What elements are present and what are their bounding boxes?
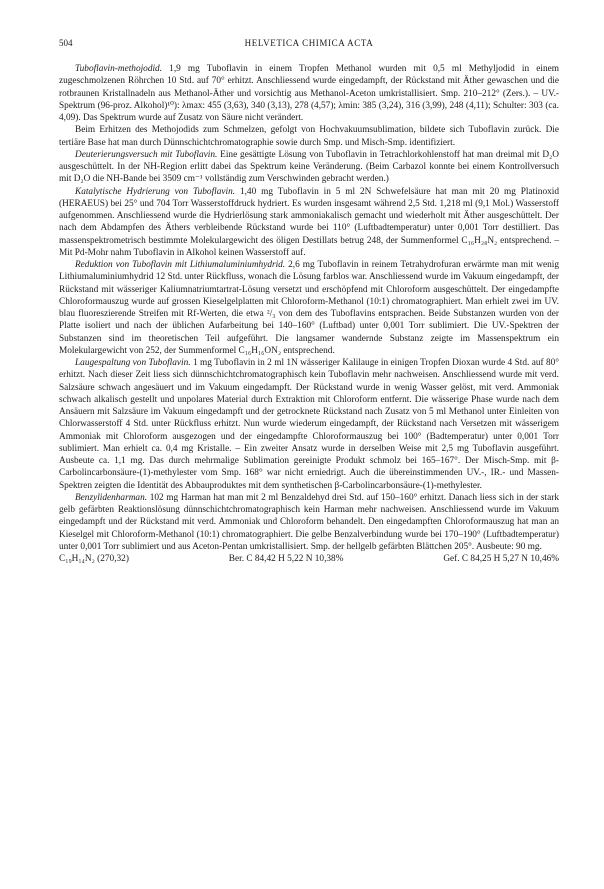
paragraph-text: Eine gesättigte Lösung von Tuboflavin in Tetrachlorkohlenstoff hat man dreimal mit D₂O ausgeschüttelt. In der NH-Region erlitt dabei das Spektrum keine Veränderung. (Beim Carbazol konnte bei einem Kontrollversuch mit D₂O die NH-Bande bei 3509 cm⁻¹ vollständig zum Verschwinden gebracht werden.)	[59, 149, 559, 185]
journal-page	[59, 36, 559, 565]
elemental-analysis-line	[59, 553, 559, 565]
paragraph-deuterierung	[59, 149, 559, 186]
paragraph-title: Tuboflavin-methojodid.	[75, 64, 163, 74]
paragraph-text: 102 mg Harman hat man mit 2 ml Benzaldehyd drei Std. auf 150–160° erhitzt. Danach liess sich in der stark gelb gefärbten Reaktionslösung dünnschichtchromatographisch kein Harman mehr nachweisen. Anschliessend wurde im Vakuum eingedampft und der Rückstand mit verd. Ammoniak und Chloroform behandelt. Den eingedampften Chloroformauszug hat man an Kieselgel mit Chloroform-Methanol (10:1) chromatographiert. Die gelbe Benzalverbindung wurde bei 170–190° (Luftbadtemperatur) unter 0,001 Torr sublimiert und aus Aceton-Pentan umkristallisiert. Smp. der hellgelb gefärbten Blättchen 205°. Ausbeute: 90 mg.	[59, 492, 559, 552]
page-header	[59, 36, 559, 50]
paragraph-title: Benzylidenharman.	[75, 492, 148, 503]
paragraph-title: Reduktion von Tuboflavin mit Lithiumaluminiumhydrid.	[75, 260, 286, 270]
paragraph-text: Beim Erhitzen des Methojodids zum Schmelzen, gefolgt von Hochvakuumsublimation, bildete sich Tuboflavin zurück. Die tertiäre Base hat man durch Dünnschichtchromatographie sowie durch Smp. und Misch-Smp. identifiziert.	[59, 125, 559, 148]
page-number: 504	[59, 38, 73, 48]
article-body	[59, 63, 559, 565]
paragraph-title: Katalytische Hydrierung von Tuboflavin.	[75, 186, 236, 197]
paragraph-benzylidenharman	[59, 492, 559, 553]
calculated-values: Ber. C 84,42 H 5,22 N 10,38%	[228, 554, 344, 564]
molecular-formula: C₁₉H₁₄N₂ (270,32)	[59, 554, 129, 564]
paragraph-sublimation	[59, 124, 559, 149]
paragraph-reduktion	[59, 259, 559, 357]
journal-title: HELVETICA CHIMICA ACTA	[244, 38, 374, 48]
paragraph-text: 1,9 mg Tuboflavin in einem Tropfen Methanol wurden mit 0,5 ml Methyljodid in einem zugeschmolzenen Röhrchen 10 Std. auf 70° erhitzt. Anschliessend wurde eingedampft, der Rückstand mit Äther gewaschen und die rotbraunen Kristallnadeln aus Methanol-Äther und vorsichtig aus Methanol-Aceton umkristallisiert. Smp. 210–212° (Zers.). – UV.-Spektrum (96-proz. Alkohol)¹⁰): λmax: 455 (3,63), 340 (3,13), 278 (4,57); λmin: 385 (3,24), 316 (3,99), 248 (4,11); Schulter: 303 (ca. 4,09). Das Spektrum wurde auf Zusatz von Säure nicht verändert.	[59, 64, 559, 123]
paragraph-title: Deuterierungsversuch mit Tuboflavin.	[75, 149, 218, 160]
paragraph-text: 2,6 mg Tuboflavin in reinem Tetrahydrofuran erwärmte man mit wenig Lithiumaluminiumhydrid 12 Std. unter Rückfluss, wonach die Lösung farblos war. Anschliessend wurde im Vakuum eingedampft, der Rückstand mit wässeriger Kaliumnatriumtartrat-Lösung versetzt und erschöpfend mit Chloroform ausgeschüttelt. Der eingedampfte Chloroformauszug wurde auf grossen Kieselgelplatten mit Chloroform-Methanol (10:1) chromatographiert. Man erhielt zwei im UV. blau fluoreszierende Streifen mit Rf-Werten, die etwa ²/₃ von dem des Tuboflavins entsprachen. Beide Substanzen wurden von der Platte isoliert und nach der üblichen Aufarbeitung bei 140–160° (Luftbad) unter 0,001 Torr sublimiert. Die UV.-Spektren der Substanzen sind im theoretischen Teil aufgeführt. Die langsamer wandernde Substanz zeigte im Massenspektrum ein Molekulargewicht von 252, der Summenformel C₁₆H₁₆ON₂ entsprechend.	[59, 260, 559, 356]
paragraph-hydrierung	[59, 186, 559, 260]
paragraph-text: 1 mg Tuboflavin in 2 ml 1N wässeriger Kalilauge in einigen Tropfen Dioxan wurde 4 Std. auf 80° erhitzt. Nach dieser Zeit liess sich dünnschichtchromatographisch kein Tuboflavin mehr nachweisen. Anschliessend wurde mit verd. Salzsäure schwach angesäuert und im Vakuum eingedampft. Der Rückstand wurde in wenig Wasser gelöst, mit verd. Ammoniak schwach alkalisch gestellt und unpolares Material durch Extraktion mit Chloroform entfernt. Die wässerige Phase wurde nach dem Ansäuern mit Salzsäure im Vakuum eingedampft und der getrocknete Rückstand nach Zusatz von 5 ml Methanol unter Einleiten von Chlorwasserstoff 4 Std. unter Rückfluss erhitzt. Nun wurde wiederum eingedampft, der Rückstand nach Versetzen mit wässerigem Ammoniak mit Chloroform ausgezogen und der eingedampfte Chloroformauszug bei 100° (Badtemperatur) unter 0,001 Torr sublimiert. Man erhielt ca. 0,4 mg Kristalle. – Ein zweiter Ansatz wurde in derselben Weise mit 2,5 mg Tuboflavin ausgeführt. Ausbeute ca. 1,1 mg. Das durch mehrmalige Sublimation gereinigte Produkt schmolz bei 165–167°. Der Misch-Smp. mit β-Carbolincarbonsäure-(1)-methylester vom Smp. 168° war nicht erniedrigt. Auch die übereinstimmenden UV.-, IR.- und Massen-Spektren zeigten die Identität des Abbauproduktes mit dem synthetischen β-Carbolincarbonsäure-(1)-methylester.	[59, 358, 559, 491]
found-values: Gef. C 84,25 H 5,27 N 10,46%	[443, 554, 559, 564]
paragraph-laugespaltung	[59, 357, 559, 492]
paragraph-methojodid	[59, 63, 559, 124]
paragraph-title: Laugespaltung von Tuboflavin.	[75, 358, 191, 368]
paragraph-text: 1,40 mg Tuboflavin in 5 ml 2N Schwefelsäure hat man mit 20 mg Platinoxid (HERAEUS) bei 25° und 704 Torr Wasserstoffdruck hydriert. Es wurden insgesamt während 2,5 Std. 1,218 ml (9,1 Mol.) Wasserstoff aufgenommen. Anschliessend wurde die Hydrierlösung stark ammoniakalisch gemacht und wiederholt mit Äther ausgeschüttelt. Der nach dem Abdampfen des Äthers verbleibende Rückstand wurde bei 110° (Luftbadtemperatur) unter 0,001 Torr destilliert. Das massenspektrometrisch bestimmte Molekulargewicht des öligen Destillats betrug 248, der Summenformel C₁₆H₂₈N₂ entsprechend. – Mit Pd-Mohr nahm Tuboflavin in Alkohol keinen Wasserstoff auf.	[59, 186, 559, 258]
